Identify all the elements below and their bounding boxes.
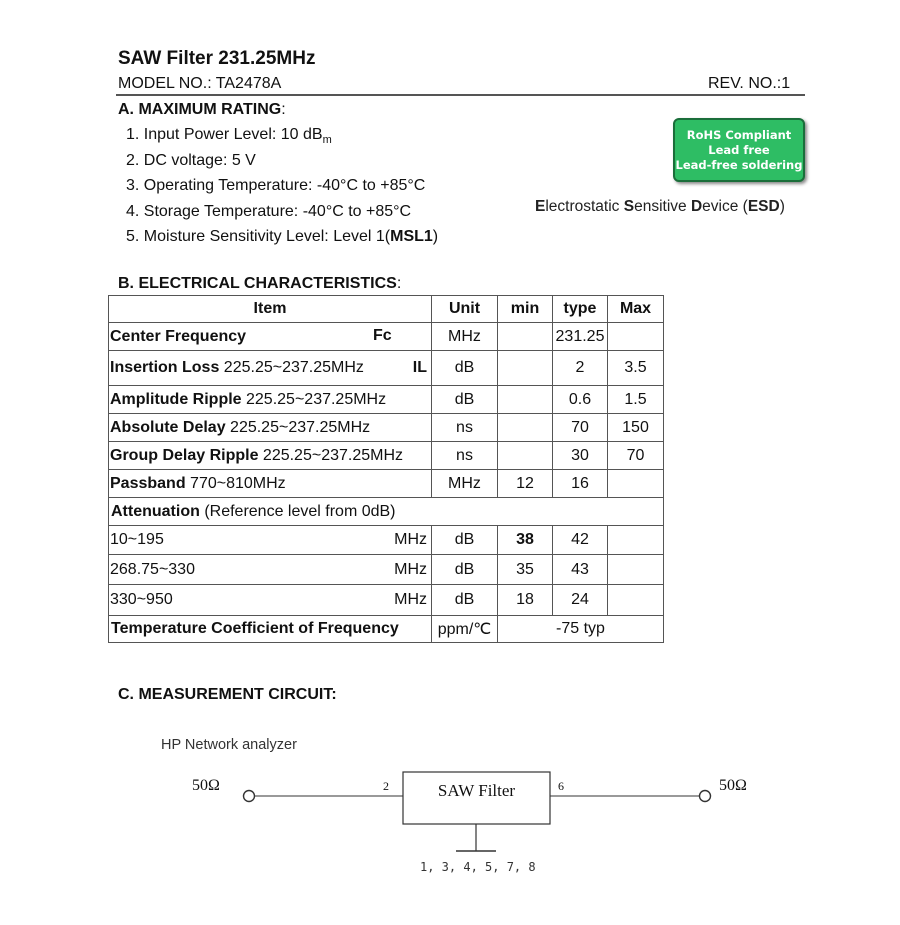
esd-letter: S xyxy=(623,198,635,215)
item-range: 268.75~330 xyxy=(110,560,195,578)
revision-number: REV. NO.:1 xyxy=(708,75,791,92)
attenuation-label: Attenuation xyxy=(111,502,200,520)
left-impedance: 50Ω xyxy=(192,777,220,794)
attenuation-note: (Reference level from 0dB) xyxy=(199,502,396,520)
unit-cell: dB xyxy=(432,585,498,616)
tcf-value: -75 typ xyxy=(498,616,664,643)
rohs-line: Lead free xyxy=(708,142,770,157)
model-number: MODEL NO.: TA2478A xyxy=(118,75,282,92)
section-c-heading: C. MEASUREMENT CIRCUIT: xyxy=(118,686,337,703)
saw-filter-label: SAW Filter xyxy=(437,781,516,800)
min-cell: 35 xyxy=(498,555,553,585)
type-cell: 231.25 xyxy=(553,323,608,351)
unit-cell: ns xyxy=(432,442,498,470)
item-label: Insertion Loss xyxy=(110,359,220,376)
item-range: 10~195 xyxy=(110,531,164,548)
item-range: 225.25~237.25MHz xyxy=(219,359,364,376)
msl-code: MSL1 xyxy=(390,228,433,245)
rohs-line: RoHS Compliant xyxy=(686,127,792,142)
output-terminal xyxy=(700,791,711,802)
min-cell: 18 xyxy=(498,585,553,616)
min-cell: 38 xyxy=(498,526,553,555)
tcf-unit: ppm/℃ xyxy=(432,616,498,643)
item-range: 225.25~237.25MHz xyxy=(241,390,387,408)
analyzer-label: HP Network analyzer xyxy=(161,737,297,753)
item-symbol: IL xyxy=(412,359,427,376)
esd-letter: E xyxy=(535,198,546,215)
type-cell: 70 xyxy=(553,414,608,442)
column-header: Item xyxy=(109,296,432,323)
item-range: 225.25~237.25MHz xyxy=(225,418,371,436)
document-title: SAW Filter 231.25MHz xyxy=(118,48,316,69)
input-terminal xyxy=(244,791,255,802)
tcf-label: Temperature Coefficient of Frequency xyxy=(109,616,432,643)
column-header: Max xyxy=(608,296,664,323)
item-label: Group Delay Ripple xyxy=(110,446,259,464)
unit-cell: dB xyxy=(432,386,498,414)
range-unit: MHz xyxy=(394,531,427,548)
unit-cell: dB xyxy=(432,555,498,585)
item-label: Center Frequency xyxy=(110,327,247,345)
column-header: min xyxy=(498,296,553,323)
max-cell: 1.5 xyxy=(608,386,664,414)
rating-text: 5. Moisture Sensitivity Level: Level 1( xyxy=(126,228,391,245)
output-pin-number: 6 xyxy=(558,779,564,793)
right-impedance: 50Ω xyxy=(719,777,747,794)
esd-letter: D xyxy=(690,198,703,215)
ground-pin-numbers: 1, 3, 4, 5, 7, 8 xyxy=(420,860,536,874)
item-label: Passband xyxy=(110,474,186,492)
section-b-colon: : xyxy=(396,275,402,292)
item-range: 330~950 xyxy=(110,591,173,608)
type-cell: 16 xyxy=(553,470,608,498)
item-range: 770~810MHz xyxy=(185,474,286,492)
rating-text: 4. Storage Temperature: -40°C to +85°C xyxy=(126,202,412,220)
section-b-title: B. ELECTRICAL CHARACTERISTICS xyxy=(118,275,397,292)
type-cell: 30 xyxy=(553,442,608,470)
range-unit: MHz xyxy=(394,561,427,578)
type-cell: 24 xyxy=(553,585,608,616)
unit-cell: ns xyxy=(432,414,498,442)
item-label: Absolute Delay xyxy=(110,418,226,436)
type-cell: 42 xyxy=(553,526,608,555)
section-a-title: A. MAXIMUM RATING xyxy=(118,101,282,118)
max-cell: 150 xyxy=(608,414,664,442)
min-cell: 12 xyxy=(498,470,553,498)
item-symbol: Fc xyxy=(373,327,392,344)
rating-subscript: m xyxy=(322,134,332,147)
esd-word: ensitive xyxy=(634,198,691,215)
esd-word: ) xyxy=(779,198,785,215)
max-cell: 70 xyxy=(608,442,664,470)
rating-text: 3. Operating Temperature: -40°C to +85°C xyxy=(126,177,426,194)
column-header: Unit xyxy=(432,296,498,323)
max-cell: 3.5 xyxy=(608,351,664,386)
item-range: 225.25~237.25MHz xyxy=(258,446,404,464)
unit-cell: MHz xyxy=(432,323,498,351)
input-pin-number: 2 xyxy=(383,779,389,793)
unit-cell: dB xyxy=(432,526,498,555)
esd-abbreviation: ESD xyxy=(747,198,780,215)
esd-word: evice ( xyxy=(702,198,748,215)
type-cell: 0.6 xyxy=(553,386,608,414)
range-unit: MHz xyxy=(394,591,427,608)
esd-word: lectrostatic xyxy=(545,198,624,215)
item-label: Amplitude Ripple xyxy=(110,390,242,408)
section-a-colon: : xyxy=(281,101,286,118)
rating-text: 1. Input Power Level: 10 dB xyxy=(126,126,323,143)
type-cell: 43 xyxy=(553,555,608,585)
type-cell: 2 xyxy=(553,351,608,386)
unit-cell: dB xyxy=(432,351,498,386)
rating-tail: ) xyxy=(432,228,439,245)
rohs-line: Lead-free soldering xyxy=(675,157,803,172)
rating-text: 2. DC voltage: 5 V xyxy=(126,151,256,169)
column-header: type xyxy=(553,296,608,323)
unit-cell: MHz xyxy=(432,470,498,498)
